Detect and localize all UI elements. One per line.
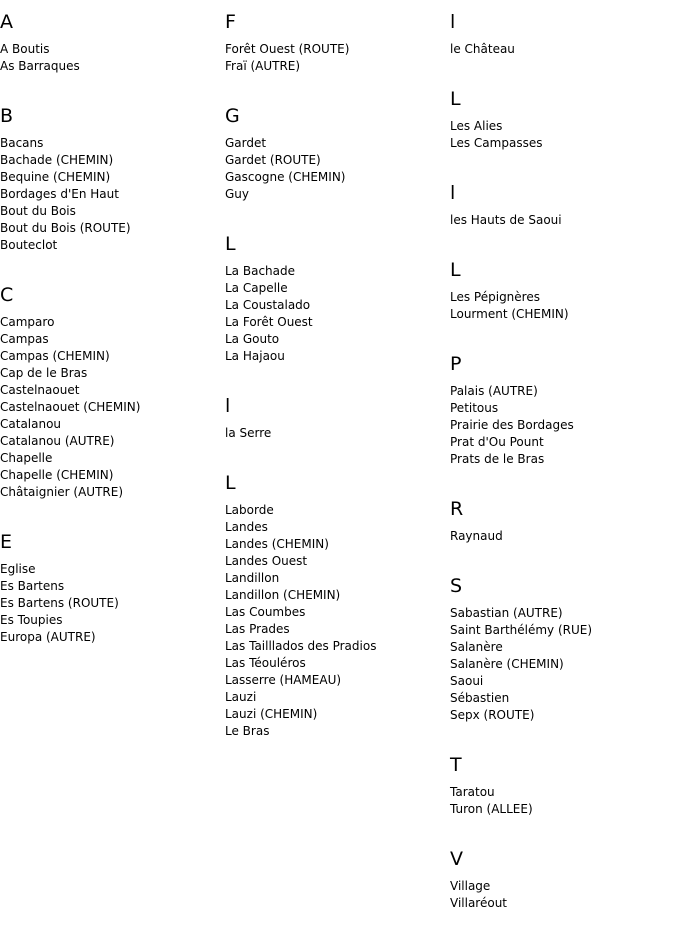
letter-heading: T — [450, 754, 462, 776]
letter-heading: L — [225, 233, 236, 255]
street-name: Las Téouléros — [225, 656, 306, 670]
street-name: Las Coumbes — [225, 605, 306, 619]
street-name: Lauzi (CHEMIN) — [225, 707, 318, 721]
street-name: La Forêt Ouest — [225, 315, 313, 329]
street-name: Bout du Bois — [0, 204, 76, 218]
street-name: Bequine (CHEMIN) — [0, 170, 111, 184]
letter-group — [225, 94, 450, 203]
letter-group — [450, 564, 675, 724]
street-list — [450, 41, 675, 58]
street-name: Lasserre (HAMEAU) — [225, 673, 342, 687]
street-name: La Coustalado — [225, 298, 311, 312]
street-name: Village — [450, 879, 491, 893]
street-name: Camparo — [0, 315, 55, 329]
letter-group — [450, 0, 675, 58]
street-name: Raynaud — [450, 529, 503, 543]
street-name: Salanère (CHEMIN) — [450, 657, 564, 671]
street-list — [0, 561, 225, 646]
street-list — [225, 425, 450, 442]
street-name: Villaréout — [450, 896, 508, 910]
street-name: Chapelle — [0, 451, 53, 465]
letter-group — [450, 487, 675, 545]
street-name: Campas (CHEMIN) — [0, 349, 110, 363]
street-name: Landes — [225, 520, 268, 534]
street-name: Sébastien — [450, 691, 510, 705]
letter-group — [0, 94, 225, 254]
street-name: Saoui — [450, 674, 484, 688]
street-name: Guy — [225, 187, 250, 201]
street-list — [450, 212, 675, 229]
street-name: Taratou — [450, 785, 495, 799]
index-column — [225, 0, 450, 759]
letter-heading: L — [450, 259, 461, 281]
street-name: Campas — [0, 332, 49, 346]
street-name: Landes Ouest — [225, 554, 308, 568]
street-name: Prat d'Ou Pount — [450, 435, 544, 449]
street-name: Las Tailllados des Pradios — [225, 639, 377, 653]
letter-heading: B — [0, 105, 14, 127]
letter-group — [450, 248, 675, 323]
street-name: Lourment (CHEMIN) — [450, 307, 569, 321]
street-name: Es Bartens — [0, 579, 65, 593]
street-name: Petitous — [450, 401, 499, 415]
letter-heading: l — [225, 395, 231, 417]
street-list — [450, 383, 675, 468]
street-name: Prairie des Bordages — [450, 418, 574, 432]
letter-group — [0, 273, 225, 501]
street-name: Laborde — [225, 503, 274, 517]
street-name: As Barraques — [0, 59, 80, 73]
street-name: Les Alies — [450, 119, 503, 133]
street-name: Chapelle (CHEMIN) — [0, 468, 114, 482]
street-name: Saint Barthélémy (RUE) — [450, 623, 593, 637]
street-name: Cap de le Bras — [0, 366, 88, 380]
street-name: le Château — [450, 42, 515, 56]
street-name: Palais (AUTRE) — [450, 384, 538, 398]
letter-group — [225, 461, 450, 740]
street-name: La Gouto — [225, 332, 280, 346]
street-name: Turon (ALLEE) — [450, 802, 533, 816]
street-name: La Capelle — [225, 281, 288, 295]
street-name: A Boutis — [0, 42, 50, 56]
letter-group — [450, 342, 675, 468]
street-name: la Serre — [225, 426, 272, 440]
letter-heading: E — [0, 531, 13, 553]
street-list — [450, 878, 675, 912]
street-name: Landes (CHEMIN) — [225, 537, 329, 551]
street-name: Catalanou (AUTRE) — [0, 434, 115, 448]
street-list — [0, 135, 225, 254]
street-name: Les Pépignères — [450, 290, 540, 304]
street-name: La Bachade — [225, 264, 295, 278]
street-name: Landillon — [225, 571, 280, 585]
street-name: Es Bartens (ROUTE) — [0, 596, 119, 610]
letter-group — [450, 77, 675, 152]
street-list — [450, 528, 675, 545]
street-name: Lauzi — [225, 690, 257, 704]
letter-heading: R — [450, 498, 464, 520]
letter-heading: A — [0, 11, 13, 33]
letter-group — [0, 0, 225, 75]
street-name: les Hauts de Saoui — [450, 213, 562, 227]
letter-heading: L — [225, 472, 236, 494]
street-name: Bachade (CHEMIN) — [0, 153, 114, 167]
street-name: Eglise — [0, 562, 36, 576]
street-name: Castelnaouet (CHEMIN) — [0, 400, 141, 414]
letter-group — [225, 0, 450, 75]
street-name: Salanère — [450, 640, 503, 654]
street-name: Prats de le Bras — [450, 452, 545, 466]
letter-group — [450, 743, 675, 818]
street-name: Sabastian (AUTRE) — [450, 606, 563, 620]
letter-group — [450, 837, 675, 912]
street-name: Les Campasses — [450, 136, 543, 150]
street-name: Bout du Bois (ROUTE) — [0, 221, 131, 235]
street-name: Forêt Ouest (ROUTE) — [225, 42, 350, 56]
letter-group — [0, 520, 225, 646]
street-list — [450, 289, 675, 323]
street-name: Catalanou — [0, 417, 62, 431]
street-name: Landillon (CHEMIN) — [225, 588, 341, 602]
street-list — [450, 118, 675, 152]
letter-heading: l — [450, 182, 456, 204]
street-list — [0, 41, 225, 75]
street-name: Fraï (AUTRE) — [225, 59, 301, 73]
street-name: Castelnaouet — [0, 383, 80, 397]
street-name: Europa (AUTRE) — [0, 630, 96, 644]
street-list — [225, 502, 450, 740]
letter-heading: C — [0, 284, 14, 306]
street-list — [225, 135, 450, 203]
letter-heading: V — [450, 848, 463, 870]
street-list — [450, 784, 675, 818]
street-list — [450, 605, 675, 724]
street-name: Bacans — [0, 136, 44, 150]
letter-heading: L — [450, 88, 461, 110]
street-list — [225, 41, 450, 75]
index-column — [450, 0, 675, 931]
street-name: Bouteclot — [0, 238, 58, 252]
street-name: Es Toupies — [0, 613, 63, 627]
letter-group — [225, 384, 450, 442]
street-name: Gardet (ROUTE) — [225, 153, 321, 167]
street-name: Gardet — [225, 136, 267, 150]
letter-heading: P — [450, 353, 462, 375]
street-name: Châtaignier (AUTRE) — [0, 485, 124, 499]
street-name: Gascogne (CHEMIN) — [225, 170, 346, 184]
street-list — [0, 314, 225, 501]
letter-heading: l — [450, 11, 456, 33]
street-name: Sepx (ROUTE) — [450, 708, 535, 722]
index-column — [0, 0, 225, 665]
letter-heading: S — [450, 575, 463, 597]
street-name: Las Prades — [225, 622, 290, 636]
street-name: La Hajaou — [225, 349, 285, 363]
street-name: Bordages d'En Haut — [0, 187, 119, 201]
letter-group — [450, 171, 675, 229]
letter-heading: G — [225, 105, 240, 127]
letter-group — [225, 222, 450, 365]
street-name: Le Bras — [225, 724, 270, 738]
street-list — [225, 263, 450, 365]
letter-heading: F — [225, 11, 236, 33]
